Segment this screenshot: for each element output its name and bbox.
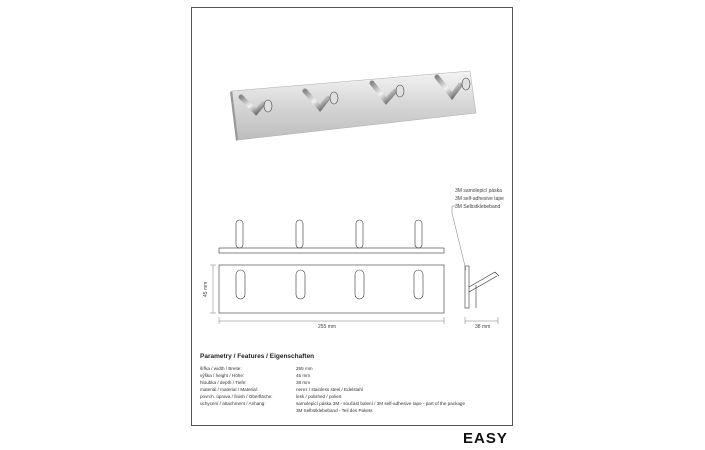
spec-value: 3M Selbstklebeband - Teil des Pakets [296, 408, 373, 413]
spec-value: lesk / polished / poliert [296, 394, 342, 399]
spec-label: uchycení / attachment / Anhang: [200, 401, 266, 406]
height-dimension-label: 45 mm [203, 281, 209, 297]
tape-label-de: 3M Selbstklebeband [455, 204, 501, 210]
spec-value: samolepicí páska 3M - součást balení / 3M self-adhesive tape - part of the package [296, 401, 466, 406]
spec-value: nerez / stainless steel / Edelstahl [296, 387, 363, 392]
spec-value: 255 mm [296, 366, 313, 371]
spec-label: povrch. úprava / finish / Oberfläche: [200, 394, 273, 399]
spec-value: 45 mm [296, 373, 311, 378]
section-title: Parametry / Features / Eigenschaften [200, 353, 315, 360]
width-dimension-label: 255 mm [318, 324, 337, 330]
spec-label: šířka / width / Breite: [200, 366, 242, 371]
tape-label-cz: 3M samolepicí páska [455, 188, 502, 194]
tape-label-en: 3M self-adhesive tape [455, 196, 504, 202]
depth-dimension-label: 38 mm [475, 324, 491, 330]
spec-label: materiál / material / Material: [200, 387, 258, 392]
spec-label: výška / height / Höhe: [200, 373, 245, 378]
spec-value: 38 mm [296, 380, 311, 385]
brand-logo: EASY [463, 430, 508, 447]
spec-label: hloubka / depth / Tiefe: [200, 380, 247, 385]
